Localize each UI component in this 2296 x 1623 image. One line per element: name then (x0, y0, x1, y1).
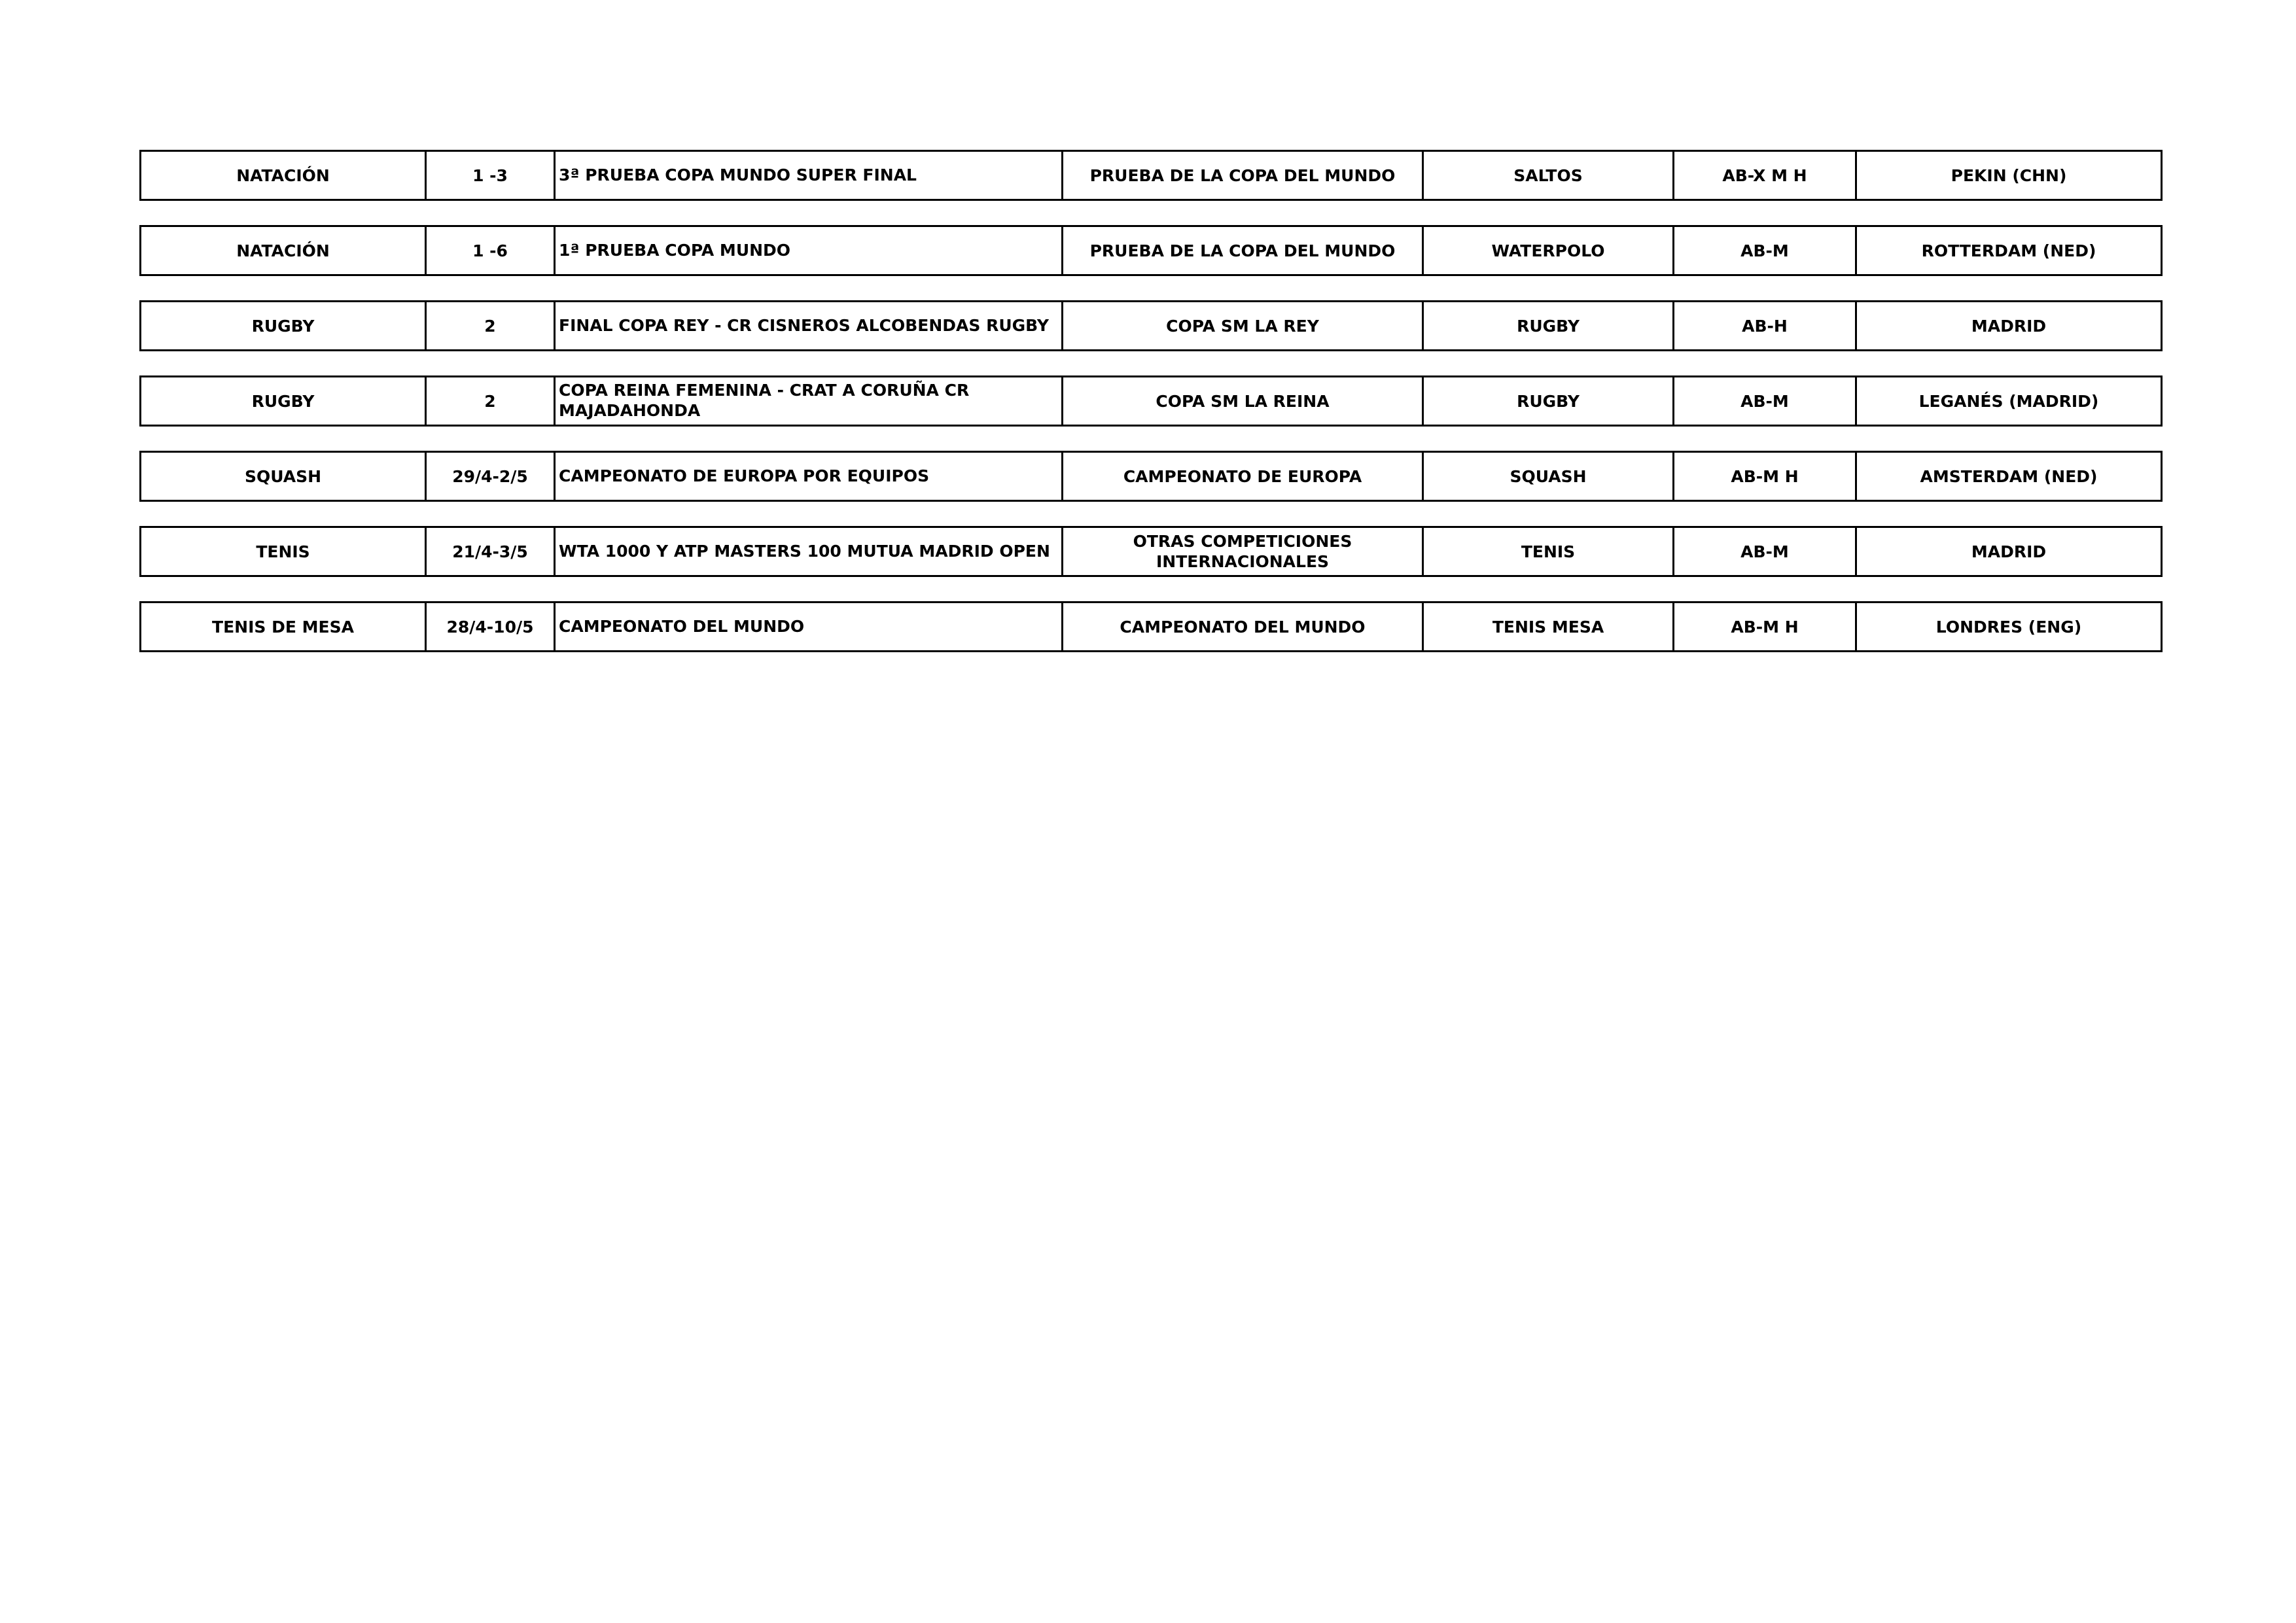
category-cell: AB-M H (1672, 453, 1855, 500)
discipline-cell: WATERPOLO (1422, 227, 1672, 274)
event-name-cell: FINAL COPA REY - CR CISNEROS ALCOBENDAS RUGBY (554, 302, 1061, 349)
competition-cell: COPA SM LA REINA (1061, 377, 1422, 425)
sport-cell: RUGBY (251, 391, 315, 411)
dates-cell: 2 (425, 302, 554, 349)
event-row (139, 375, 2163, 427)
sport-cell: NATACIÓN (236, 166, 330, 185)
location-cell: PEKIN (CHN) (1855, 152, 2161, 199)
event-name-cell: 3ª PRUEBA COPA MUNDO SUPER FINAL (554, 152, 1061, 199)
event-row (139, 451, 2163, 502)
sport-cell: TENIS (256, 542, 310, 561)
location-cell: ROTTERDAM (NED) (1855, 227, 2161, 274)
dates-cell: 1 -6 (425, 227, 554, 274)
event-row (139, 225, 2163, 276)
competition-cell: OTRAS COMPETICIONES INTERNACIONALES (1061, 528, 1422, 575)
category-cell: AB-X M H (1672, 152, 1855, 199)
location-cell: MADRID (1855, 302, 2161, 349)
events-table (139, 150, 2163, 676)
discipline-cell: RUGBY (1422, 302, 1672, 349)
event-name-cell: WTA 1000 Y ATP MASTERS 100 MUTUA MADRID OPEN (554, 528, 1061, 575)
event-row (139, 601, 2163, 652)
competition-cell: CAMPEONATO DE EUROPA (1061, 453, 1422, 500)
category-cell: AB-M (1672, 377, 1855, 425)
location-cell: LONDRES (ENG) (1855, 603, 2161, 650)
event-row (139, 150, 2163, 201)
event-row (139, 526, 2163, 577)
dates-cell: 2 (425, 377, 554, 425)
sport-cell: NATACIÓN (236, 241, 330, 260)
dates-cell: 28/4-10/5 (425, 603, 554, 650)
discipline-cell: RUGBY (1422, 377, 1672, 425)
competition-cell: COPA SM LA REY (1061, 302, 1422, 349)
competition-cell: PRUEBA DE LA COPA DEL MUNDO (1061, 152, 1422, 199)
discipline-cell: SQUASH (1422, 453, 1672, 500)
dates-cell: 29/4-2/5 (425, 453, 554, 500)
sport-cell: TENIS DE MESA (212, 617, 354, 637)
category-cell: AB-M (1672, 227, 1855, 274)
location-cell: LEGANÉS (MADRID) (1855, 377, 2161, 425)
category-cell: AB-M H (1672, 603, 1855, 650)
category-cell: AB-H (1672, 302, 1855, 349)
event-name-cell: 1ª PRUEBA COPA MUNDO (554, 227, 1061, 274)
category-cell: AB-M (1672, 528, 1855, 575)
location-cell: AMSTERDAM (NED) (1855, 453, 2161, 500)
event-name-cell: CAMPEONATO DEL MUNDO (554, 603, 1061, 650)
competition-cell: CAMPEONATO DEL MUNDO (1061, 603, 1422, 650)
location-cell: MADRID (1855, 528, 2161, 575)
dates-cell: 21/4-3/5 (425, 528, 554, 575)
discipline-cell: TENIS MESA (1422, 603, 1672, 650)
event-name-cell: CAMPEONATO DE EUROPA POR EQUIPOS (554, 453, 1061, 500)
event-name-cell: COPA REINA FEMENINA - CRAT A CORUÑA CR MAJADAHONDA (554, 377, 1061, 425)
event-row (139, 300, 2163, 351)
dates-cell: 1 -3 (425, 152, 554, 199)
sport-cell: SQUASH (244, 466, 322, 486)
competition-cell: PRUEBA DE LA COPA DEL MUNDO (1061, 227, 1422, 274)
discipline-cell: TENIS (1422, 528, 1672, 575)
discipline-cell: SALTOS (1422, 152, 1672, 199)
sport-cell: RUGBY (251, 316, 315, 336)
